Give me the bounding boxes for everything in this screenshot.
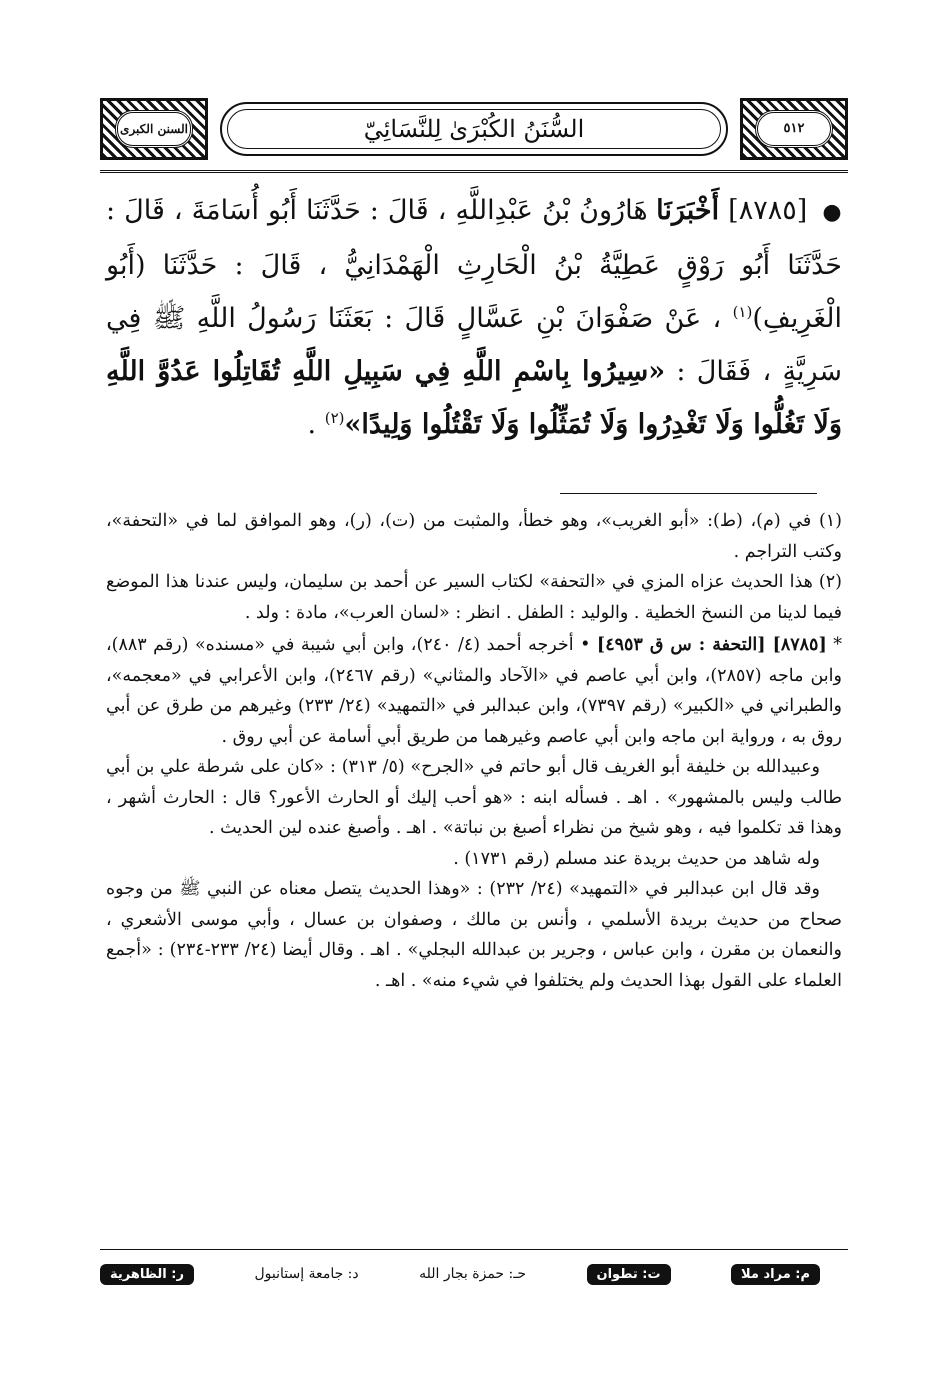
takhrij-para-4: وقد قال ابن عبدالبر في «التمهيد» (٢٤/ ٢٣٢) : «وهذا الحديث يتصل معناه عن النبي ﷺ من وجوه صحاح من حديث بريدة الأسلمي ، وأنس بن مالك ، وصفوان بن عسال ، وأبي موسى الأشعري ، والنعمان بن مقرن ، وابن عباس ، وجرير بن عبدالله البجلي» . اهـ . وقال أيضا (٢٤/ ٢٣٣-٢٣٤) : «أجمع العلماء على القول بهذا الحديث ولم يختلفوا في شيء منه» . اهـ .	[106, 879, 842, 991]
star-icon: *	[833, 635, 842, 655]
takhrij-paragraph	[106, 630, 842, 752]
takhrij-text: أخرجه أحمد (٤/ ٢٤٠)، وابن أبي شيبة في «مسنده» (رقم ٨٨٣)، وابن ماجه (٢٨٥٧)، وابن أبي عاصم في «الآحاد والمثاني» (رقم ٢٤٦٧)، وابن الأعرابي في «معجمه»، والطبراني في «الكبير» (رقم ٧٣٩٧)، وابن عبدالبر في «التمهيد» (٢٤/ ٢٣٣) وغيرهم من طرق عن أبي روق به ، ورواية ابن ماجه وابن أبي عاصم وغيرهما من طريق أبي أسامة عن أبي روق .	[106, 635, 843, 747]
footnote-divider	[560, 493, 817, 494]
manuscript-t: ت: تطوان	[587, 1264, 671, 1285]
takhrij-para-3: وله شاهد من حديث بريدة عند مسلم (رقم ١٧٣١) .	[453, 848, 820, 869]
manuscript-r: ر: الظاهرية	[100, 1264, 194, 1285]
footnote-1: (١) في (م)، (ط): «أبو الغريب»، وهو خطأ، والمثبت من (ت)، (ر)، وهو الموافق لما في «التحفة»، وكتب التراجم .	[106, 511, 842, 562]
page-header	[100, 94, 848, 166]
notes-section	[106, 506, 842, 996]
hadith-end: .	[307, 409, 325, 440]
book-emblem-ornament	[100, 98, 208, 160]
book-title: السُّنَنُ الكُبْرَىٰ لِلنَّسَائِيّ	[363, 115, 585, 143]
bullet-icon: ●	[822, 200, 842, 225]
takhrij-bullet: •	[580, 635, 591, 655]
manuscript-legend	[100, 1258, 820, 1290]
bottom-divider	[100, 1249, 848, 1250]
book-emblem-text: السنن الكبرى	[120, 122, 188, 136]
takhrij-para-2: وعبيدالله بن خليفة أبو الغريف قال أبو حاتم في «الجرح» (٥/ ٣١٣) : «كان على شرطة علي بن أبي طالب وليس بالمشهور» . اهـ . فسأله ابنه : «هو أحب إليك أو الحارث الأعور؟ قال : الحارث أشهر ، وهذا قد تكلموا فيه ، وهو شيخ من نظراء أصبغ بن نباتة» . اهـ . وأصبغ عنده لين الحديث .	[106, 757, 842, 838]
manuscript-m: م: مراد ملا	[731, 1264, 820, 1285]
title-frame	[220, 102, 728, 156]
hadith-matn: «سِيرُوا بِاسْمِ اللَّهِ فِي سَبِيلِ اللَّهِ تُقَاتِلُوا عَدُوَّ اللَّهِ وَلَا تَغُلُّوا وَلَا تَغْدِرُوا وَلَا تُمَثِّلُوا وَلَا تَقْتُلُوا وَلِيدًا»	[106, 356, 842, 440]
footnote-2: (٢) هذا الحديث عزاه المزي في «التحفة» لكتاب السير عن أحمد بن سليمان، وليس عندنا هذا الموضع فيما لدينا من النسخ الخطية . والوليد : الطفل . انظر : «لسان العرب»، مادة : ولد .	[106, 572, 842, 623]
takhrij-ref: [٨٧٨٥] [التحفة : س ق ٤٩٥٣]	[596, 635, 827, 655]
page-number: ٥١٢	[783, 121, 805, 136]
hadith-intro: أَخْبَرَنَا	[656, 195, 720, 226]
page-number-ornament	[740, 98, 848, 160]
manuscript-d: د: جامعة إستانبول	[254, 1266, 359, 1282]
hadith-number: [٨٧٨٥]	[728, 195, 808, 226]
hadith-text	[106, 184, 842, 451]
isnad-part-1: هَارُونُ بْنُ عَبْدِاللَّهِ ، قَالَ : حَدَّثَنَا أَبُو أُسَامَةَ ، قَالَ : حَدَّثَنَا أَبُو رَوْقٍ عَطِيَّةُ بْنُ الْحَارِثِ الْهَمْدَانِيُّ ، قَالَ : حَدَّثَنَا (أَبُو الْغَرِيفِ)	[106, 195, 842, 334]
isnad-part-2: ، عَنْ صَفْوَانَ بْنِ عَسَّالٍ قَالَ : بَعَثَنَا رَسُولُ اللَّهِ ﷺ فِي سَرِيَّةٍ ، فَقَالَ :	[106, 303, 842, 387]
footnote-ref-1[interactable]: (١)	[732, 303, 753, 321]
footnote-ref-2[interactable]: (٢)	[324, 409, 345, 427]
header-divider	[100, 170, 848, 173]
manuscript-h: حـ: حمزة بجار الله	[419, 1266, 527, 1282]
